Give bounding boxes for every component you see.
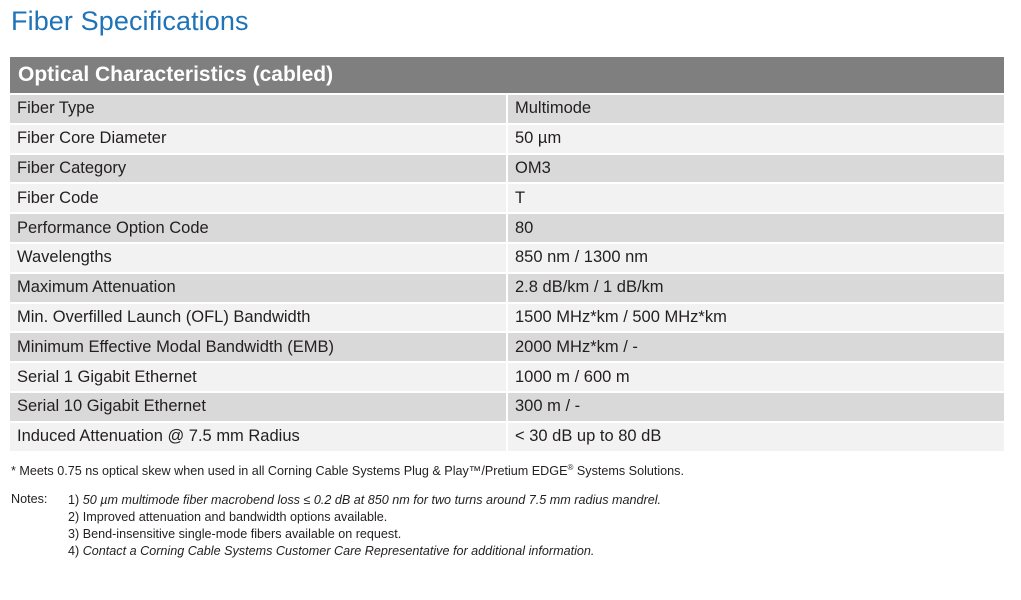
footnote-text-end: Systems Solutions.	[573, 464, 684, 479]
note-number: 3)	[68, 527, 80, 541]
note-item	[68, 492, 828, 509]
table-header: Optical Characteristics (cabled)	[10, 57, 1004, 93]
value-cell: Multimode	[508, 93, 1004, 123]
note-text: 50 µm multimode fiber macrobend loss ≤ 0.2 dB at 850 nm for two turns around 7.5 mm radius mandrel.	[82, 493, 662, 507]
table-row	[10, 361, 1004, 391]
value-cell: 2.8 dB/km / 1 dB/km	[508, 272, 1004, 302]
table-body	[10, 93, 1004, 451]
table-row	[10, 182, 1004, 212]
note-item	[68, 509, 828, 526]
value-cell: 300 m / -	[508, 391, 1004, 421]
parameter-cell: Serial 1 Gigabit Ethernet	[10, 361, 508, 391]
value-cell: 50 µm	[508, 123, 1004, 153]
value-cell: T	[508, 182, 1004, 212]
value-cell: 850 nm / 1300 nm	[508, 242, 1004, 272]
table-header-row	[10, 57, 1004, 93]
parameter-cell: Induced Attenuation @ 7.5 mm Radius	[10, 421, 508, 451]
parameter-cell: Fiber Category	[10, 153, 508, 183]
note-item	[68, 543, 828, 560]
notes-list	[68, 492, 828, 560]
parameter-cell: Fiber Core Diameter	[10, 123, 508, 153]
parameter-cell: Minimum Effective Modal Bandwidth (EMB)	[10, 331, 508, 361]
note-number: 1)	[68, 493, 80, 507]
note-number: 4)	[68, 544, 80, 558]
notes-label: Notes:	[11, 492, 48, 506]
parameter-cell: Fiber Type	[10, 93, 508, 123]
note-text: Contact a Corning Cable Systems Customer Care Representative for additional information.	[82, 544, 595, 558]
optical-characteristics-table	[10, 57, 1004, 451]
note-number: 2)	[68, 510, 80, 524]
footnote-text: * Meets 0.75 ns optical skew when used in all Corning Cable Systems Plug & Play™/Pretium EDGE	[11, 464, 568, 479]
note-item	[68, 526, 828, 543]
value-cell: OM3	[508, 153, 1004, 183]
parameter-cell: Fiber Code	[10, 182, 508, 212]
table-row	[10, 93, 1004, 123]
parameter-cell: Serial 10 Gigabit Ethernet	[10, 391, 508, 421]
table-row	[10, 421, 1004, 451]
table-row	[10, 272, 1004, 302]
note-text: Improved attenuation and bandwidth options available.	[82, 510, 388, 524]
parameter-cell: Wavelengths	[10, 242, 508, 272]
note-text: Bend-insensitive single-mode fibers available on request.	[82, 527, 402, 541]
page-title: Fiber Specifications	[11, 6, 249, 36]
table-row	[10, 153, 1004, 183]
footnote	[11, 463, 684, 478]
value-cell: 1500 MHz*km / 500 MHz*km	[508, 302, 1004, 332]
value-cell: < 30 dB up to 80 dB	[508, 421, 1004, 451]
parameter-cell: Maximum Attenuation	[10, 272, 508, 302]
parameter-cell: Performance Option Code	[10, 212, 508, 242]
table-row	[10, 391, 1004, 421]
value-cell: 1000 m / 600 m	[508, 361, 1004, 391]
parameter-cell: Min. Overfilled Launch (OFL) Bandwidth	[10, 302, 508, 332]
table-row	[10, 302, 1004, 332]
table-row	[10, 331, 1004, 361]
table-row	[10, 123, 1004, 153]
registered-mark: ®	[567, 463, 574, 472]
table-row	[10, 212, 1004, 242]
table-row	[10, 242, 1004, 272]
value-cell: 80	[508, 212, 1004, 242]
value-cell: 2000 MHz*km / -	[508, 331, 1004, 361]
